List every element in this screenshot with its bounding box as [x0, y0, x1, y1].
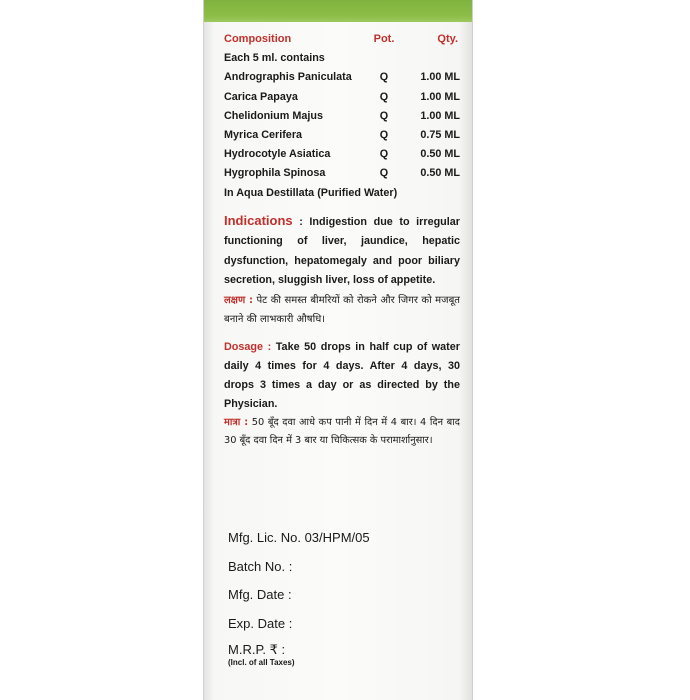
ingredient-potency: Q [379, 90, 389, 103]
each-row [224, 49, 460, 68]
base-row [224, 184, 460, 203]
ingredient-name: Andrographis Paniculata [224, 71, 352, 84]
indications-paragraph [224, 211, 460, 291]
ingredient-qty: 1.00 ML [420, 90, 460, 103]
dosage-label: Dosage : [224, 340, 272, 353]
each-contains-text: Each 5 ml. contains [224, 52, 325, 65]
ingredient-name: Myrica Cerifera [224, 129, 303, 142]
composition-table [224, 30, 460, 203]
ingredient-qty: 0.50 ML [420, 167, 460, 180]
green-top-band [204, 0, 472, 22]
indications-text: Indigestion due to irregular functioning of liver, jaundice, hepatic dysfunction, hepatomegaly and poor biliary secretion, sluggish liver, loss of appetite. [224, 215, 460, 287]
ingredient-qty: 0.75 ML [420, 129, 460, 142]
indications-separator: : [292, 215, 310, 228]
dosage-text: Take 50 drops in half cup of water daily 4 times for 4 days. After 4 days, 30 drops 3 times a day or as directed by the Physician. [224, 340, 460, 410]
lakshan-text: पेट की समस्त बीमरियों को रोकने और जिगर को मजबूत बनाने की लाभकारी औषधि। [224, 294, 460, 325]
composition-row [224, 107, 460, 126]
ingredient-qty: 1.00 ML [420, 109, 460, 122]
composition-header-row [224, 30, 460, 49]
indications-label: Indications [224, 212, 293, 228]
mfg-license: Mfg. Lic. No. 03/HPM/05 [228, 530, 370, 545]
ingredient-potency: Q [379, 167, 389, 180]
composition-row [224, 68, 460, 87]
lakshan-paragraph [224, 291, 460, 329]
matra-paragraph [224, 414, 460, 451]
ingredient-name: Chelidonium Majus [224, 109, 323, 122]
matra-label: मात्रा : [224, 416, 249, 428]
ingredient-potency: Q [379, 129, 389, 142]
ingredient-qty: 0.50 ML [420, 148, 460, 161]
label-content [224, 30, 460, 451]
ingredient-name: Carica Papaya [224, 90, 298, 103]
ingredient-potency: Q [379, 148, 389, 161]
mrp-tax-note: (Incl. of all Taxes) [228, 658, 295, 667]
manufacturing-block [228, 528, 458, 668]
lakshan-label: लक्षण : [224, 294, 253, 306]
base-liquid-text: In Aqua Destillata (Purified Water) [224, 186, 398, 199]
dosage-paragraph [224, 338, 460, 414]
label-panel [203, 0, 473, 700]
composition-row [224, 145, 460, 164]
ingredient-potency: Q [379, 71, 389, 84]
ingredient-potency: Q [379, 109, 389, 122]
mrp: M.R.P. ₹ : [228, 642, 286, 657]
mfg-date: Mfg. Date : [228, 587, 292, 602]
matra-text: 50 बूँद दवा आधे कप पानी में दिन में 4 बार। 4 दिन बाद 30 बूँद दवा दिन में 3 बार या चिकित्सक के परामार्शानुसार। [224, 416, 461, 447]
ingredient-qty: 1.00 ML [420, 71, 460, 84]
exp-date: Exp. Date : [228, 615, 293, 631]
quantity-heading: Qty. [437, 33, 458, 45]
ingredient-name: Hydrocotyle Asiatica [224, 148, 331, 161]
batch-number: Batch No. : [228, 558, 293, 574]
composition-row [224, 88, 460, 107]
composition-heading: Composition [224, 33, 292, 45]
composition-row [224, 126, 460, 145]
composition-row [224, 164, 460, 183]
potency-heading: Pot. [373, 33, 395, 45]
ingredient-name: Hygrophila Spinosa [224, 167, 326, 180]
